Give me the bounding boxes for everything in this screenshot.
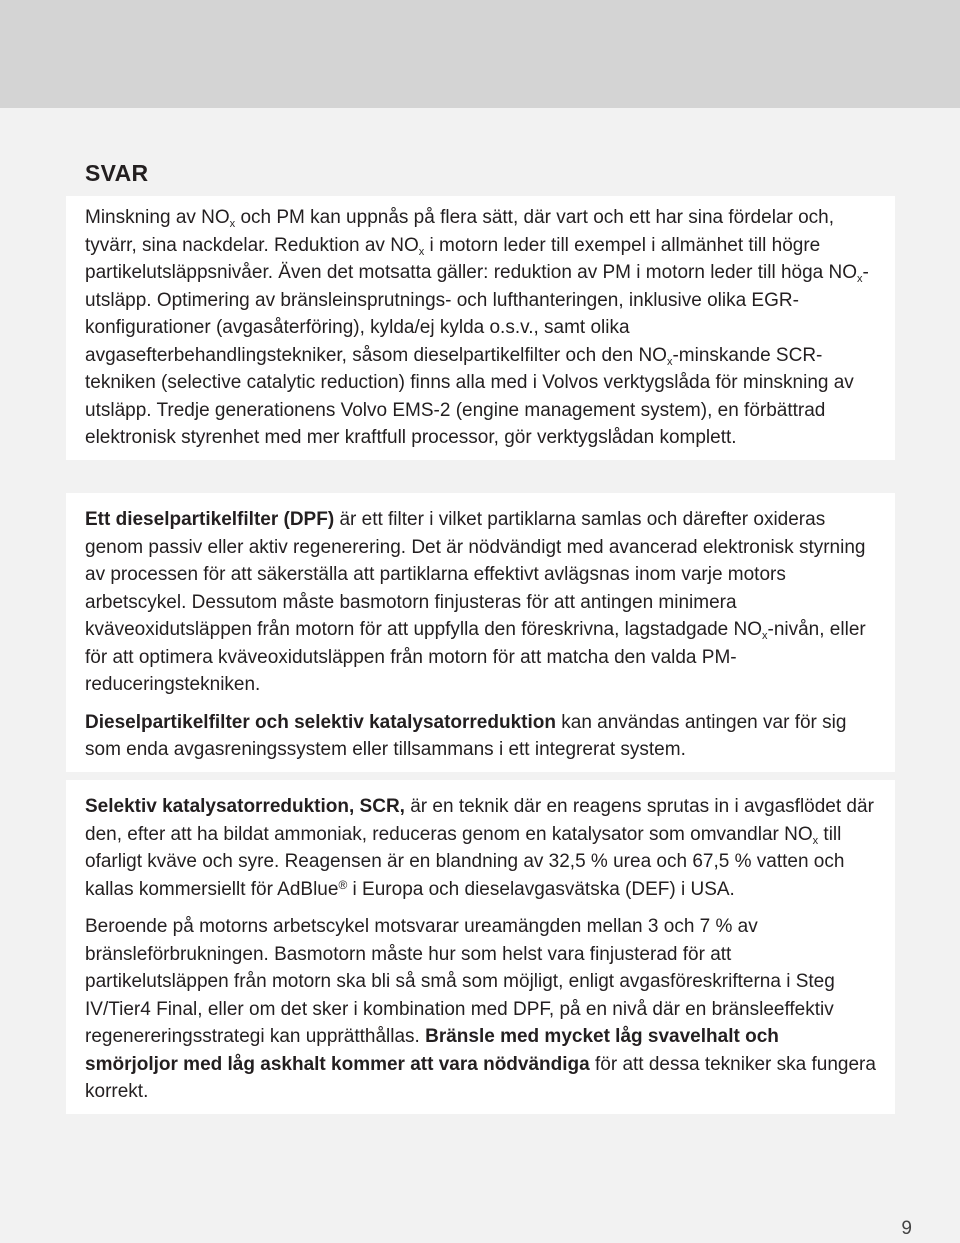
- text-run: Beroende på motorns arbetscykel motsvarar ureamängden mellan 3 och 7 % av bränsleförbrukningen. Basmotorn måste hur som helst vara finjusterad för att partikelutsläppen från motorn ska bli så små som möjligt, enligt avgasföreskrifterna i Steg IV/Tier4 Final, eller om det sker i kombination med DPF, på en nivå där en bränsleeffektiv regenereringsstrategi kan upprätthållas.: [85, 916, 835, 1047]
- nox-formula: $NO_x$: [638, 344, 673, 368]
- text-run: i Europa och dieselavgasvätska (DEF) i USA.: [347, 878, 735, 900]
- dpf-box: [66, 493, 895, 772]
- text-run: kan användas antingen var för sig som enda avgasreningssystem eller tillsammans i ett integrerat system.: [85, 711, 847, 760]
- text-run: -utsläpp. Optimering av bränsleinsprutnings- och lufthanteringen, inklusive olika EGR-konfigurationer (avgasåterföring), kylda/ej kylda o.s.v., samt olika avgasefterbehandlingstekniker, såsom dieselpartikelfilter och den: [85, 262, 869, 366]
- text-run: och PM kan uppnås på flera sätt, där vart och ett har sina fördelar och, tyvärr, sina nackdelar. Reduktion av: [85, 207, 834, 256]
- text-run: Minskning av: [85, 207, 202, 228]
- scr-box: [66, 780, 895, 1114]
- nox-formula: $NO_x$: [784, 823, 819, 847]
- page-number: 9: [901, 1218, 912, 1239]
- dpf-scr-paragraph: [85, 709, 876, 764]
- nox-formula: $NO_x$: [390, 234, 425, 258]
- urea-paragraph: [85, 913, 876, 1106]
- bold-term: Ett dieselpartikelfilter (DPF): [85, 509, 335, 530]
- text-run: -minskande SCR-tekniken (selective catalytic reduction) finns alla med i Volvos verktygslåda för minskning av utsläpp. Tredje generationens Volvo EMS-2 (engine management system), en förbättrad elektronisk styrenhet med mer kraftfull processor, gör verktygslådan komplett.: [85, 344, 854, 448]
- bold-term: Dieselpartikelfilter och selektiv katalysatorreduktion: [85, 711, 556, 733]
- text-run: är en teknik där en reagens sprutas in i avgasflödet där den, efter att ha bildat ammoniak, reduceras genom en katalysator som omvandlar: [85, 796, 874, 845]
- bold-term: Selektiv katalysatorreduktion, SCR,: [85, 796, 405, 817]
- text-run: är ett filter i vilket partiklarna samlas och därefter oxideras genom passiv eller aktiv regenerering. Det är nödvändigt med avancerad elektronisk styrning av processen för att säkerställa att partiklarna effektivt avlägsnas inom varje motors arbetscykel. Dessutom måste basmotorn finjusteras för att antingen minimera kväveoxidutsläppen från motorn för att uppfylla den föreskrivna, lagstadgade: [85, 509, 866, 640]
- nox-formula: $NO_x$: [201, 207, 236, 230]
- scr-paragraph: [85, 793, 876, 903]
- header-band: [0, 0, 960, 108]
- text-run: -nivån, eller för att optimera kväveoxidutsläppen från motorn för att matcha den valda PM-reduceringstekniken.: [85, 619, 866, 695]
- text-run: till ofarligt kväve och syre. Reagensen är en blandning av 32,5 % urea och 67,5 % vatten och kallas kommersiellt för AdBlue: [85, 823, 845, 900]
- text-run: för att dessa tekniker ska fungera korrekt.: [85, 1053, 876, 1102]
- answer-box: [66, 196, 895, 460]
- nox-formula: $NO_x$: [828, 262, 863, 285]
- section-heading: SVAR: [85, 160, 149, 186]
- text-run: i motorn leder till exempel i allmänhet till högre partikelutsläppsnivåer. Även det motsatta gäller: reduktion av PM i motorn leder till höga: [85, 234, 829, 283]
- dpf-paragraph: [85, 506, 876, 699]
- bold-term: Bränsle med mycket låg svavelhalt och smörjoljor med låg askhalt kommer att vara nödvändiga: [85, 1026, 779, 1075]
- nox-formula: $NO_x$: [733, 619, 768, 642]
- answer-paragraph: [85, 204, 876, 452]
- registered-mark: ®: [338, 877, 348, 892]
